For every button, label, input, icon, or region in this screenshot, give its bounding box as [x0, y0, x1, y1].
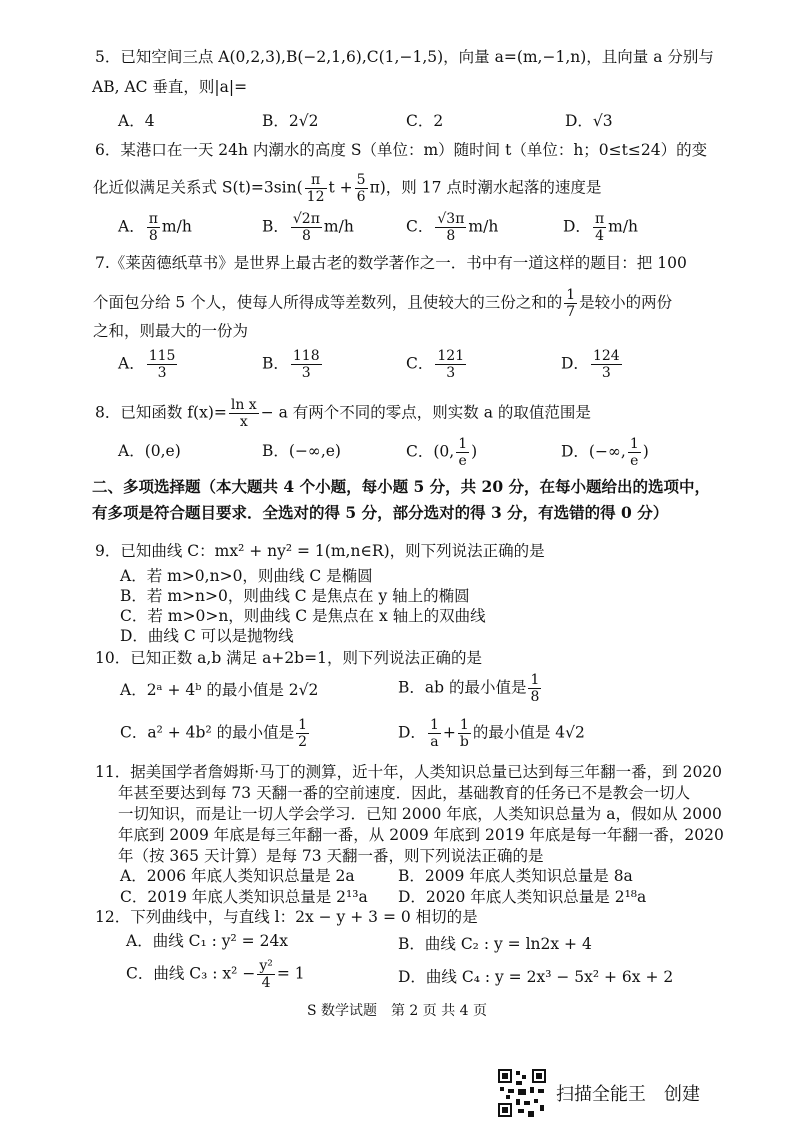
- q7-option-a: A． $\frac{115}{3}$: [118, 348, 176, 381]
- q12-stem: 12．下列曲线中，与直线 l：2x − y + 3 = 0 相切的是: [95, 908, 478, 926]
- q9-option-a: A．若 m>0,n>0，则曲线 C 是椭圆: [120, 567, 373, 585]
- q8-option-c: C．(0, $\frac{1}{e}$ ): [406, 436, 478, 469]
- q6-option-a: A． $\frac{\pi}{8}$ m/h: [118, 211, 192, 244]
- q7-stem-line3: 之和，则最大的一份为: [93, 322, 249, 340]
- q7-stem-line1: 7.《莱茵德纸草书》是世界上最古老的数学著作之一．书中有一道这样的题目：把 100: [95, 254, 687, 272]
- q8-option-b: B．(−∞,e): [262, 442, 341, 460]
- q7-option-b: B． $\frac{118}{3}$: [262, 348, 320, 381]
- q9-stem: 9．已知曲线 C：mx² + ny² = 1(m,n∈R)，则下列说法正确的是: [95, 542, 545, 560]
- q12-option-b: B．曲线 C₂ : y = ln2x + 4: [398, 935, 592, 953]
- scanner-brand-label: 扫描全能王 创建: [556, 1084, 700, 1105]
- qr-code-icon: [496, 1067, 548, 1119]
- q12-option-a: A．曲线 C₁ : y² = 24x: [126, 932, 289, 950]
- q9-option-d: D．曲线 C 可以是抛物线: [120, 627, 294, 645]
- q8-stem: 8．已知函数 f(x)= $\frac{\text{ln x}}{x}$ − a 有两个不同的零点，则实数 a 的取值范围是: [95, 397, 591, 430]
- q11-option-c: C．2019 年底人类知识总量是 2¹³a: [120, 888, 368, 906]
- q12-option-d: D．曲线 C₄ : y = 2x³ − 5x² + 6x + 2: [398, 968, 674, 986]
- q11-stem-line5: 年（按 365 天计算）是每 73 天翻一番，则下列说法正确的是: [118, 847, 544, 865]
- q7-option-d: D． $\frac{124}{3}$: [561, 348, 620, 381]
- section2-heading-line1: 二、多项选择题（本大题共 4 个小题，每小题 5 分，共 20 分，在每小题给出的选项中，: [92, 477, 711, 496]
- q6-stem-line2: 化近似满足关系式 S(t)=3sin( $\frac{\pi}{12}$ t + $\frac{5}{6}$ π)，则 17 点时潮水起落的速度是: [93, 172, 602, 205]
- q7-option-c: C． $\frac{121}{3}$: [406, 348, 465, 381]
- q7-fraction-1-7: $\frac{1}{7}$: [566, 287, 576, 320]
- q6-option-b: B． $\frac{√2\pi}{8}$ m/h: [262, 211, 354, 244]
- q10-option-a: A．2ᵃ + 4ᵇ 的最小值是 2√2: [120, 681, 319, 699]
- q6-option-c: C． $\frac{√3\pi}{8}$ m/h: [406, 211, 499, 244]
- q7-stem-line2: 个面包分给 5 个人，使每人所得成等差数列，且使较大的三份之和的 $\frac{1}{7}$ 是较小的两份: [93, 287, 673, 320]
- q12-option-c: C．曲线 C₃ : x² − $\frac{\text{y²}}{4}$ = 1: [126, 958, 305, 991]
- q11-stem-line2: 年甚至要达到每 73 天翻一番的空前速度．因此，基础教育的任务已不是教会一切人: [118, 784, 691, 802]
- q5-stem-line2: AB, AC 垂直，则|a|=: [92, 78, 248, 96]
- q8-fraction-lnx-x: $\frac{\text{ln x}}{x}$: [230, 397, 257, 430]
- q5-option-b: B．2√2: [262, 112, 319, 130]
- section2-heading-line2: 有多项是符合题目要求．全选对的得 5 分，部分选对的得 3 分，有选错的得 0 分）: [92, 503, 669, 522]
- q10-option-d: D． $\frac{1}{a}$ + $\frac{1}{b}$ 的最小值是 4√2: [398, 717, 585, 750]
- q11-stem-line3: 一切知识，而是让一切人学会学习．已知 2000 年底，人类知识总量为 a，假如从 2000: [118, 805, 722, 823]
- q8-option-a: A．(0,e): [118, 442, 181, 460]
- q5-option-a: A．4: [118, 112, 155, 130]
- q6-stem-line1: 6．某港口在一天 24h 内潮水的高度 S（单位：m）随时间 t（单位：h；0≤t≤24）的变: [95, 141, 708, 159]
- q9-option-c: C．若 m>0>n，则曲线 C 是焦点在 x 轴上的双曲线: [120, 607, 486, 625]
- q5-option-c: C．2: [406, 112, 444, 130]
- q11-option-a: A．2006 年底人类知识总量是 2a: [120, 867, 355, 885]
- q11-option-b: B．2009 年底人类知识总量是 8a: [398, 867, 633, 885]
- q6-fraction-5-6: $\frac{5}{6}$: [356, 172, 366, 205]
- q10-option-b: B．ab 的最小值是 $\frac{1}{8}$: [398, 672, 540, 705]
- q5-stem-line1: 5．已知空间三点 A(0,2,3),B(−2,1,6),C(1,−1,5)，向量 a=(m,−1,n)，且向量 a 分别与: [95, 48, 714, 66]
- q8-option-d: D．(−∞, $\frac{1}{e}$ ): [561, 436, 649, 469]
- q6-fraction-pi-12: $\frac{\pi}{12}$: [306, 172, 325, 205]
- q11-stem-line1: 11．据美国学者詹姆斯·马丁的测算，近十年，人类知识总量已达到每三年翻一番，到 2020: [95, 763, 723, 781]
- q5-option-d: D．√3: [565, 112, 613, 130]
- q10-option-c: C．a² + 4b² 的最小值是 $\frac{1}{2}$: [120, 717, 308, 750]
- page-footer: S 数学试题 第 2 页 共 4 页: [306, 1003, 488, 1019]
- q11-stem-line4: 年底到 2009 年底是每三年翻一番，从 2009 年底到 2019 年底是每一年翻一番，2020: [118, 826, 724, 844]
- q10-stem: 10．已知正数 a,b 满足 a+2b=1，则下列说法正确的是: [95, 649, 482, 667]
- q11-option-d: D．2020 年底人类知识总量是 2¹⁸a: [398, 888, 647, 906]
- q9-option-b: B．若 m>n>0，则曲线 C 是焦点在 y 轴上的椭圆: [120, 587, 470, 605]
- q6-option-d: D． $\frac{\pi}{4}$ m/h: [563, 211, 639, 244]
